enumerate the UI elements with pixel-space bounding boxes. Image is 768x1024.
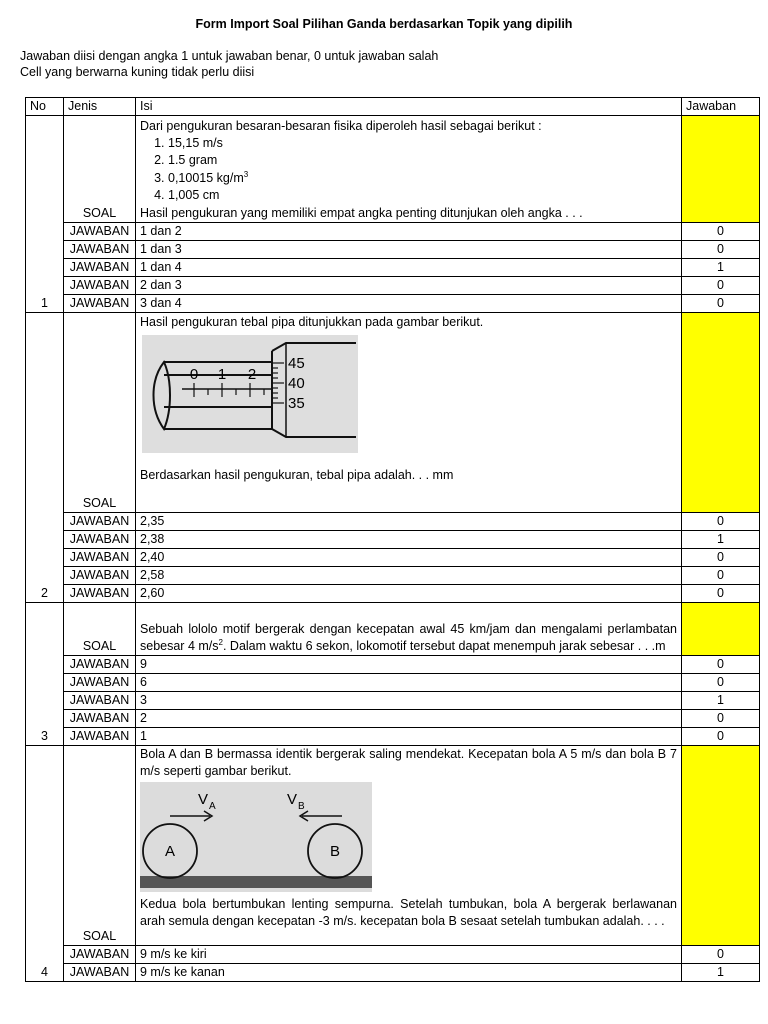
q2-intro: Hasil pengukuran tebal pipa ditunjukkan pada gambar berikut.	[140, 315, 484, 329]
q1-list-item-text: 0,10015 kg/m	[168, 170, 244, 185]
header-jawaban: Jawaban	[682, 98, 760, 116]
q1-a4-value[interactable]: 0	[682, 277, 760, 295]
q2-a4-jenis: JAWABAN	[64, 567, 136, 585]
q3-a5-text[interactable]: 1	[136, 728, 682, 746]
q2-a2-value[interactable]: 1	[682, 531, 760, 549]
q1-a1-jenis: JAWABAN	[64, 223, 136, 241]
table-row	[26, 277, 760, 295]
q4-jawaban-cell	[682, 746, 760, 946]
instruction-line-2: Cell yang berwarna kuning tidak perlu diisi	[20, 65, 255, 79]
question-table	[25, 97, 760, 982]
q1-question: Hasil pengukuran yang memiliki empat angka penting ditunjukan oleh angka . . .	[140, 206, 583, 220]
table-row	[26, 513, 760, 531]
main-scale-label: 1	[217, 366, 227, 383]
q3-a4-text[interactable]: 2	[136, 710, 682, 728]
q4-a1-text[interactable]: 9 m/s ke kiri	[136, 946, 682, 964]
q1-a2-value[interactable]: 0	[682, 241, 760, 259]
velocity-subscript-b: B	[298, 801, 305, 812]
q3-a5-jenis: JAWABAN	[64, 728, 136, 746]
micrometer-figure	[142, 335, 358, 453]
q1-isi[interactable]	[136, 116, 682, 223]
main-scale-label: 0	[189, 366, 199, 383]
q3-jenis: SOAL	[64, 603, 136, 656]
q2-a4-text[interactable]: 2,58	[136, 567, 682, 585]
q2-a1-text[interactable]: 2,35	[136, 513, 682, 531]
q1-a3-value[interactable]: 1	[682, 259, 760, 277]
thimble-scale-label: 45	[288, 355, 305, 372]
q2-a2-jenis: JAWABAN	[64, 531, 136, 549]
table-row	[26, 692, 760, 710]
velocity-symbol-b: V	[287, 791, 298, 808]
q1-a5-text[interactable]: 3 dan 4	[136, 295, 682, 313]
q2-a3-jenis: JAWABAN	[64, 549, 136, 567]
q1-list-item	[168, 170, 677, 188]
thimble-scale-label: 40	[288, 375, 305, 392]
q4-soal-row	[26, 746, 760, 946]
q2-jenis: SOAL	[64, 313, 136, 513]
q4-a2-jenis: JAWABAN	[64, 964, 136, 982]
thimble-scale-label: 35	[288, 395, 305, 412]
table-row	[26, 223, 760, 241]
q4-jenis: SOAL	[64, 746, 136, 946]
q4-question: Kedua bola bertumbukan lenting sempurna. Setelah tumbukan, bola A bergerak berlawanan arah semula dengan kecepatan -3 m/s. kecepatan bola B sesaat setelah tumbukan adalah. . . .	[140, 897, 677, 928]
q2-a1-jenis: JAWABAN	[64, 513, 136, 531]
q3-a3-text[interactable]: 3	[136, 692, 682, 710]
q1-a5-value[interactable]: 0	[682, 295, 760, 313]
collision-figure	[140, 782, 372, 892]
table-row	[26, 549, 760, 567]
q1-a1-value[interactable]: 0	[682, 223, 760, 241]
q3-a4-jenis: JAWABAN	[64, 710, 136, 728]
q1-a2-jenis: JAWABAN	[64, 241, 136, 259]
q2-question: Berdasarkan hasil pengukuran, tebal pipa adalah. . . mm	[140, 468, 454, 482]
q2-a2-text[interactable]: 2,38	[136, 531, 682, 549]
velocity-subscript-a: A	[209, 801, 216, 812]
q2-a3-text[interactable]: 2,40	[136, 549, 682, 567]
main-scale-label: 2	[247, 366, 257, 383]
q3-number: 3	[26, 603, 64, 746]
header-jenis: Jenis	[64, 98, 136, 116]
q1-a4-jenis: JAWABAN	[64, 277, 136, 295]
figure-background	[140, 782, 372, 892]
q1-a3-text[interactable]: 1 dan 4	[136, 259, 682, 277]
q1-list-item: 2. 1.5 gram	[168, 152, 677, 170]
q2-a5-text[interactable]: 2,60	[136, 585, 682, 603]
table-row	[26, 241, 760, 259]
q2-soal-row	[26, 313, 760, 513]
q4-a1-value[interactable]: 0	[682, 946, 760, 964]
q2-a5-value[interactable]: 0	[682, 585, 760, 603]
ball-a-label: A	[164, 843, 176, 860]
table-row	[26, 674, 760, 692]
table-row	[26, 531, 760, 549]
header-no: No	[26, 98, 64, 116]
q1-a4-text[interactable]: 2 dan 3	[136, 277, 682, 295]
q1-list-sup: 3	[243, 169, 249, 179]
q3-a3-jenis: JAWABAN	[64, 692, 136, 710]
q2-isi[interactable]	[136, 313, 682, 513]
ball-b-label: B	[329, 843, 341, 860]
q2-a1-value[interactable]: 0	[682, 513, 760, 531]
table-row	[26, 946, 760, 964]
table-row	[26, 295, 760, 313]
q4-a2-value[interactable]: 1	[682, 964, 760, 982]
instruction-line-1: Jawaban diisi dengan angka 1 untuk jawaban benar, 0 untuk jawaban salah	[20, 49, 439, 63]
q1-intro: Dari pengukuran besaran-besaran fisika diperoleh hasil sebagai berikut :	[140, 118, 542, 133]
q3-question-sup: 2	[218, 637, 223, 647]
header-isi: Isi	[136, 98, 682, 116]
q1-a5-jenis: JAWABAN	[64, 295, 136, 313]
q3-question-a: Sebuah lololo motif bergerak dengan kecepatan awal 45 km/jam dan mengalami perlambatan sebesar 4 m/s	[140, 622, 677, 653]
q3-a1-jenis: JAWABAN	[64, 656, 136, 674]
q3-a1-value[interactable]: 0	[682, 656, 760, 674]
q4-number: 4	[26, 746, 64, 982]
table-row	[26, 964, 760, 982]
q1-jawaban-cell	[682, 116, 760, 223]
q3-a4-value[interactable]: 0	[682, 710, 760, 728]
table-row	[26, 656, 760, 674]
table-row	[26, 259, 760, 277]
table-row	[26, 585, 760, 603]
q3-a2-text[interactable]: 6	[136, 674, 682, 692]
q3-a3-value[interactable]: 1	[682, 692, 760, 710]
q3-a5-value[interactable]: 0	[682, 728, 760, 746]
q1-jenis: SOAL	[64, 116, 136, 223]
table-row	[26, 567, 760, 585]
q1-list-item: 4. 1,005 cm	[168, 187, 677, 205]
q1-list-item: 1. 15,15 m/s	[168, 135, 677, 153]
q3-soal-row	[26, 603, 760, 656]
q4-a1-jenis: JAWABAN	[64, 946, 136, 964]
q1-soal-row	[26, 116, 760, 223]
q4-isi[interactable]	[136, 746, 682, 946]
q2-a4-value[interactable]: 0	[682, 567, 760, 585]
q2-number: 2	[26, 313, 64, 603]
q4-intro: Bola A dan B bermassa identik bergerak saling mendekat. Kecepatan bola A 5 m/s dan bola B 7 m/s seperti gambar berikut.	[140, 747, 677, 778]
q2-jawaban-cell	[682, 313, 760, 513]
table-row	[26, 710, 760, 728]
q3-a2-jenis: JAWABAN	[64, 674, 136, 692]
q1-number: 1	[26, 116, 64, 313]
q3-jawaban-cell	[682, 603, 760, 656]
velocity-symbol-a: V	[198, 791, 209, 808]
table-row	[26, 728, 760, 746]
q3-question-b: . Dalam waktu 6 sekon, lokomotif tersebut dapat menempuh jarak sebesar . . .m	[222, 639, 666, 653]
header-row	[26, 98, 760, 116]
q2-a3-value[interactable]: 0	[682, 549, 760, 567]
q4-a2-text[interactable]: 9 m/s ke kanan	[136, 964, 682, 982]
page-title: Form Import Soal Pilihan Ganda berdasarkan Topik yang dipilih	[195, 17, 573, 31]
q2-a5-jenis: JAWABAN	[64, 585, 136, 603]
q1-a2-text[interactable]: 1 dan 3	[136, 241, 682, 259]
q1-list	[140, 135, 677, 205]
q3-isi[interactable]	[136, 603, 682, 656]
q3-a2-value[interactable]: 0	[682, 674, 760, 692]
q1-a1-text[interactable]: 1 dan 2	[136, 223, 682, 241]
q1-a3-jenis: JAWABAN	[64, 259, 136, 277]
q3-a1-text[interactable]: 9	[136, 656, 682, 674]
